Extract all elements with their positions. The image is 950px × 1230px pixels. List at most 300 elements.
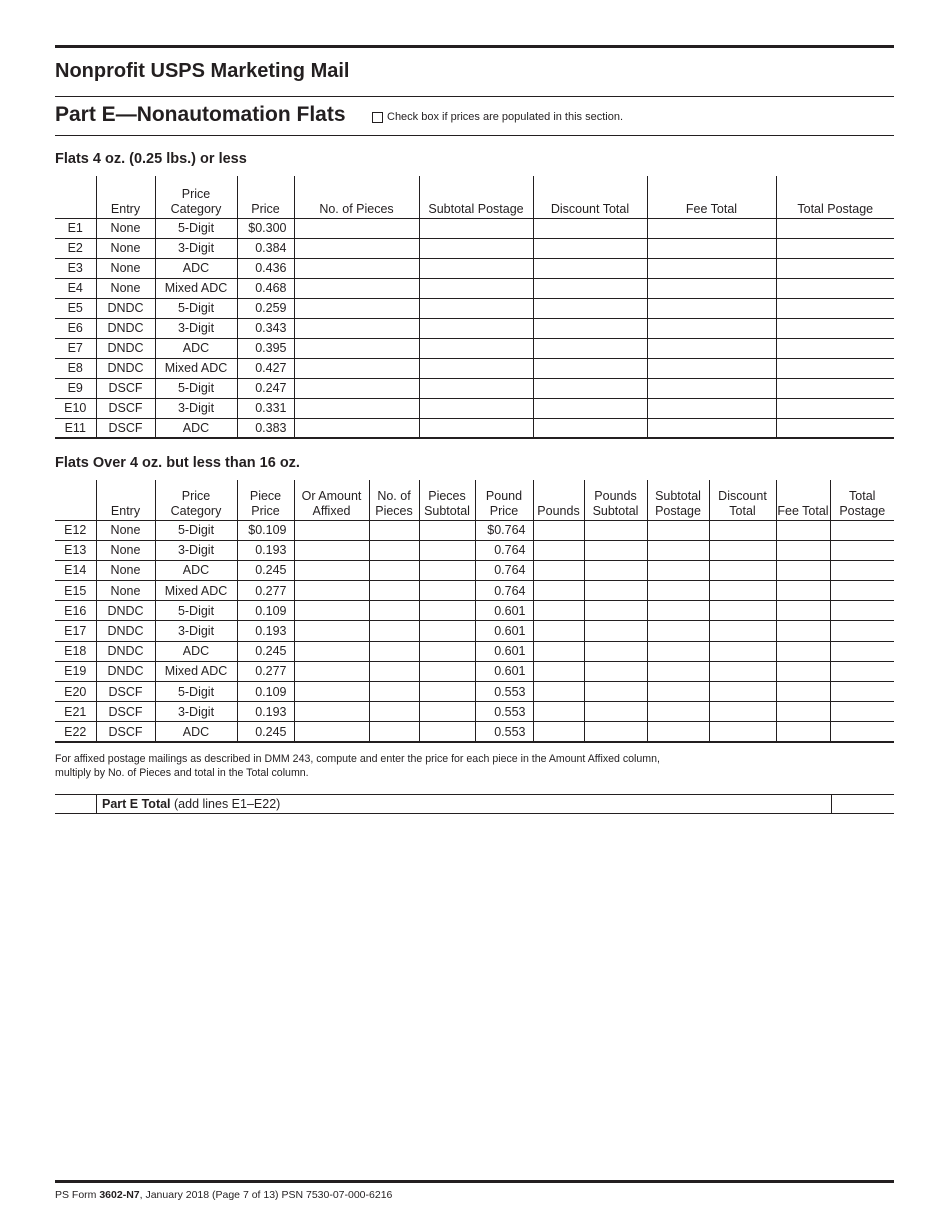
subtotal-postage-input[interactable] [419,358,533,378]
pound-price-cell: 0.601 [475,641,533,661]
col-header-price: Price [237,176,294,218]
pounds-input[interactable] [533,722,584,742]
col-header-line [55,480,96,520]
no-of-pieces-input[interactable] [369,661,419,681]
piece-price-cell: $0.109 [237,520,294,540]
fee-total-input[interactable] [776,520,830,540]
fee-total-input[interactable] [776,601,830,621]
table-row [55,581,894,601]
pounds-subtotal-input[interactable] [584,661,647,681]
total-postage-input[interactable] [830,621,894,641]
table-header-row [55,480,894,520]
total-postage-input[interactable] [776,238,894,258]
subtotal-postage-input[interactable] [419,418,533,438]
price-cell: 0.384 [237,238,294,258]
no-of-pieces-input[interactable] [294,238,419,258]
entry-cell: DNDC [96,298,155,318]
subtotal-postage-input[interactable] [419,298,533,318]
total-postage-input[interactable] [776,218,894,238]
price-cell: 0.427 [237,358,294,378]
line-number: E10 [64,401,87,415]
section1-title: Flats 4 oz. (0.25 lbs.) or less [55,151,247,167]
discount-total-input[interactable] [533,358,647,378]
entry-cell: DSCF [96,702,155,722]
fee-total-input[interactable] [647,278,776,298]
total-postage-input[interactable] [776,398,894,418]
price-category-cell: 3-Digit [155,398,237,418]
total-postage-input[interactable] [830,581,894,601]
subtotal-postage-input[interactable] [419,238,533,258]
discount-total-input[interactable] [709,722,776,742]
no-of-pieces-input[interactable] [294,358,419,378]
line-number: E12 [64,523,87,538]
pounds-input[interactable] [533,540,584,560]
pieces-subtotal-input[interactable] [419,702,475,722]
table-row [55,398,894,418]
price-category-cell: Mixed ADC [155,581,237,601]
subtotal-postage-input[interactable] [647,682,709,702]
piece-price-cell: 0.193 [237,621,294,641]
pieces-subtotal-input[interactable] [419,560,475,580]
price-cell: 0.247 [237,378,294,398]
no-of-pieces-input[interactable] [369,682,419,702]
price-category-cell: 5-Digit [155,520,237,540]
col-header-fee-total: Fee Total [776,480,830,520]
fee-total-input[interactable] [776,722,830,742]
piece-price-cell: 0.109 [237,682,294,702]
pounds-subtotal-input[interactable] [584,702,647,722]
col-header-price-category: Price Category [155,480,237,520]
line-number: E22 [64,724,87,739]
subtotal-postage-input[interactable] [647,661,709,681]
pounds-subtotal-input[interactable] [584,601,647,621]
entry-cell: DNDC [96,641,155,661]
no-of-pieces-input[interactable] [294,398,419,418]
fee-total-input[interactable] [647,418,776,438]
fee-total-input[interactable] [647,378,776,398]
price-category-cell: ADC [155,418,237,438]
table-row [55,702,894,722]
note-line: multiply by No. of Pieces and total in the Total column. [55,767,309,779]
table-row [55,560,894,580]
price-cell: 0.395 [237,338,294,358]
col-header-discount-total: Discount Total [533,176,647,218]
line-number: E19 [64,664,87,679]
prices-populated-checkbox-group [372,111,623,123]
fee-total-input[interactable] [647,398,776,418]
table-row [55,258,894,278]
pounds-input[interactable] [533,560,584,580]
table-row [55,318,894,338]
line-number: E15 [64,583,87,598]
line-number: E3 [67,261,83,275]
discount-total-input[interactable] [533,398,647,418]
discount-total-input[interactable] [709,702,776,722]
discount-total-input[interactable] [709,601,776,621]
entry-cell: DSCF [96,378,155,398]
amount-affixed-input[interactable] [294,702,369,722]
col-header-no-of-pieces: No. of Pieces [369,480,419,520]
total-postage-input[interactable] [830,540,894,560]
pieces-subtotal-input[interactable] [419,661,475,681]
entry-cell: DNDC [96,621,155,641]
col-header-pieces-subtotal: Pieces Subtotal [419,480,475,520]
pieces-subtotal-input[interactable] [419,621,475,641]
no-of-pieces-input[interactable] [369,722,419,742]
form-title: Nonprofit USPS Marketing Mail [55,60,350,82]
col-header-no-of-pieces: No. of Pieces [294,176,419,218]
total-postage-input[interactable] [830,520,894,540]
total-postage-input[interactable] [830,601,894,621]
part-e-total-label-bold: Part E Total [102,797,171,811]
subtotal-postage-input[interactable] [647,540,709,560]
part-e-total-label [102,795,280,813]
pound-price-cell: 0.553 [475,682,533,702]
price-category-cell: 3-Digit [155,318,237,338]
pound-price-cell: 0.601 [475,601,533,621]
price-cell: 0.259 [237,298,294,318]
subtotal-postage-input[interactable] [647,581,709,601]
subtotal-postage-input[interactable] [647,621,709,641]
discount-total-input[interactable] [533,418,647,438]
amount-affixed-input[interactable] [294,560,369,580]
pounds-input[interactable] [533,641,584,661]
amount-affixed-input[interactable] [294,661,369,681]
amount-affixed-input[interactable] [294,581,369,601]
piece-price-cell: 0.109 [237,601,294,621]
table-row [55,238,894,258]
price-category-cell: 5-Digit [155,682,237,702]
col-header-total-postage: Total Postage [776,176,894,218]
line-number: E18 [64,644,87,659]
price-cell: 0.468 [237,278,294,298]
fee-total-input[interactable] [776,581,830,601]
total-postage-input[interactable] [776,298,894,318]
line-number: E21 [64,704,87,719]
amount-affixed-input[interactable] [294,540,369,560]
no-of-pieces-input[interactable] [369,641,419,661]
pounds-input[interactable] [533,621,584,641]
fee-total-input[interactable] [776,560,830,580]
price-cell: 0.383 [237,418,294,438]
piece-price-cell: 0.245 [237,560,294,580]
pounds-subtotal-input[interactable] [584,641,647,661]
price-cell: 0.436 [237,258,294,278]
no-of-pieces-input[interactable] [369,581,419,601]
discount-total-input[interactable] [533,298,647,318]
pound-price-cell: 0.764 [475,540,533,560]
subtotal-postage-input[interactable] [647,520,709,540]
price-category-cell: 3-Digit [155,621,237,641]
fee-total-input[interactable] [647,358,776,378]
total-postage-input[interactable] [776,318,894,338]
price-category-cell: 5-Digit [155,601,237,621]
fee-total-input[interactable] [647,318,776,338]
pounds-input[interactable] [533,702,584,722]
line-number: E7 [67,341,83,355]
price-category-cell: 5-Digit [155,218,237,238]
no-of-pieces-input[interactable] [369,560,419,580]
pieces-subtotal-input[interactable] [419,722,475,742]
no-of-pieces-input[interactable] [294,318,419,338]
pieces-subtotal-input[interactable] [419,540,475,560]
no-of-pieces-input[interactable] [294,258,419,278]
line-number: E1 [67,221,83,235]
total-postage-input[interactable] [776,378,894,398]
entry-cell: DSCF [96,722,155,742]
table-row [55,298,894,318]
fee-total-input[interactable] [776,540,830,560]
pound-price-cell: 0.601 [475,661,533,681]
col-header-piece-price: Piece Price [237,480,294,520]
note-line: For affixed postage mailings as described in DMM 243, compute and enter the price for each piece in the Amount Affixed column, [55,753,660,765]
table-row [55,218,894,238]
discount-total-input[interactable] [533,338,647,358]
line-number: E14 [64,563,87,578]
pieces-subtotal-input[interactable] [419,581,475,601]
table-row [55,418,894,438]
piece-price-cell: 0.277 [237,661,294,681]
subtotal-postage-input[interactable] [419,318,533,338]
col-header-subtotal-postage: Subtotal Postage [647,480,709,520]
price-category-cell: 3-Digit [155,540,237,560]
total-postage-input[interactable] [776,418,894,438]
pounds-input[interactable] [533,682,584,702]
footer-prefix: PS Form [55,1189,100,1201]
no-of-pieces-input[interactable] [294,338,419,358]
no-of-pieces-input[interactable] [369,621,419,641]
table-row [55,520,894,540]
form-footer [55,1189,392,1201]
entry-cell: DSCF [96,682,155,702]
subtotal-postage-input[interactable] [419,378,533,398]
pounds-input[interactable] [533,520,584,540]
subtotal-postage-input[interactable] [419,338,533,358]
fee-total-input[interactable] [647,218,776,238]
amount-affixed-input[interactable] [294,641,369,661]
checkbox-label: Check box if prices are populated in this section. [387,111,624,123]
entry-cell: None [96,520,155,540]
pounds-subtotal-input[interactable] [584,540,647,560]
total-postage-input[interactable] [776,338,894,358]
subtotal-postage-input[interactable] [419,278,533,298]
entry-cell: None [96,560,155,580]
piece-price-cell: 0.245 [237,722,294,742]
line-number: E4 [67,281,83,295]
no-of-pieces-input[interactable] [294,298,419,318]
fee-total-input[interactable] [776,621,830,641]
subtotal-postage-input[interactable] [647,641,709,661]
discount-total-input[interactable] [709,540,776,560]
pound-price-cell: 0.764 [475,560,533,580]
discount-total-input[interactable] [709,641,776,661]
price-category-cell: 5-Digit [155,298,237,318]
piece-price-cell: 0.193 [237,702,294,722]
table-row [55,378,894,398]
table-row [55,641,894,661]
discount-total-input[interactable] [533,378,647,398]
price-cell: 0.343 [237,318,294,338]
price-category-cell: ADC [155,641,237,661]
discount-total-input[interactable] [709,560,776,580]
affixed-postage-note [55,752,660,780]
no-of-pieces-input[interactable] [369,601,419,621]
pieces-subtotal-input[interactable] [419,520,475,540]
line-number: E5 [67,301,83,315]
pound-price-cell: 0.553 [475,702,533,722]
no-of-pieces-input[interactable] [369,702,419,722]
fee-total-input[interactable] [776,702,830,722]
line-number: E2 [67,241,83,255]
part-e-total-label-rest: (add lines E1–E22) [170,797,281,811]
total-postage-input[interactable] [830,722,894,742]
pound-price-cell: 0.764 [475,581,533,601]
col-header-discount-total: Discount Total [709,480,776,520]
amount-affixed-input[interactable] [294,601,369,621]
discount-total-input[interactable] [709,682,776,702]
col-header-total-postage: Total Postage [830,480,894,520]
fee-total-input[interactable] [647,258,776,278]
divider [55,96,894,97]
line-number: E17 [64,624,87,639]
piece-price-cell: 0.193 [237,540,294,560]
prices-populated-checkbox[interactable] [372,112,383,123]
subtotal-postage-input[interactable] [419,258,533,278]
entry-cell: None [96,258,155,278]
total-postage-input[interactable] [830,641,894,661]
top-rule [55,45,894,48]
no-of-pieces-input[interactable] [294,418,419,438]
amount-affixed-input[interactable] [294,682,369,702]
table-row [55,540,894,560]
no-of-pieces-input[interactable] [294,218,419,238]
pounds-input[interactable] [533,661,584,681]
discount-total-input[interactable] [709,520,776,540]
pound-price-cell: $0.764 [475,520,533,540]
flats-4oz-table [55,176,894,439]
table-row [55,682,894,702]
pieces-subtotal-input[interactable] [419,682,475,702]
price-category-cell: ADC [155,560,237,580]
price-category-cell: 5-Digit [155,378,237,398]
total-postage-input[interactable] [776,278,894,298]
pounds-subtotal-input[interactable] [584,621,647,641]
line-number: E20 [64,684,87,699]
table-row [55,338,894,358]
table-header-row [55,176,894,218]
subtotal-postage-input[interactable] [419,218,533,238]
discount-total-input[interactable] [533,318,647,338]
price-category-cell: Mixed ADC [155,358,237,378]
total-postage-input[interactable] [830,560,894,580]
pieces-subtotal-input[interactable] [419,601,475,621]
pounds-subtotal-input[interactable] [584,581,647,601]
no-of-pieces-input[interactable] [369,520,419,540]
price-category-cell: ADC [155,258,237,278]
no-of-pieces-input[interactable] [294,278,419,298]
subtotal-postage-input[interactable] [419,398,533,418]
subtotal-postage-input[interactable] [647,560,709,580]
section2-title: Flats Over 4 oz. but less than 16 oz. [55,455,300,471]
amount-affixed-input[interactable] [294,722,369,742]
total-postage-input[interactable] [830,702,894,722]
entry-cell: DNDC [96,338,155,358]
col-header-entry: Entry [96,176,155,218]
pounds-subtotal-input[interactable] [584,722,647,742]
discount-total-input[interactable] [709,581,776,601]
line-number: E9 [67,381,83,395]
entry-cell: None [96,218,155,238]
piece-price-cell: 0.277 [237,581,294,601]
table-row [55,722,894,742]
amount-affixed-input[interactable] [294,621,369,641]
price-category-cell: Mixed ADC [155,278,237,298]
discount-total-input[interactable] [709,621,776,641]
pounds-subtotal-input[interactable] [584,682,647,702]
divider [55,135,894,136]
divider [96,795,97,813]
entry-cell: None [96,238,155,258]
no-of-pieces-input[interactable] [369,540,419,560]
line-number: E16 [64,603,87,618]
fee-total-input[interactable] [647,238,776,258]
discount-total-input[interactable] [709,661,776,681]
footer-form-number: 3602-N7 [99,1189,140,1201]
col-header-subtotal-postage: Subtotal Postage [419,176,533,218]
pounds-input[interactable] [533,581,584,601]
fee-total-input[interactable] [647,298,776,318]
part-e-total-input[interactable] [832,795,894,813]
fee-total-input[interactable] [647,338,776,358]
total-postage-input[interactable] [776,258,894,278]
price-cell: 0.331 [237,398,294,418]
entry-cell: DNDC [96,358,155,378]
col-header-pounds: Pounds [533,480,584,520]
entry-cell: None [96,278,155,298]
fee-total-input[interactable] [776,661,830,681]
discount-total-input[interactable] [533,258,647,278]
total-postage-input[interactable] [776,358,894,378]
entry-cell: DNDC [96,318,155,338]
price-category-cell: ADC [155,722,237,742]
pounds-input[interactable] [533,601,584,621]
no-of-pieces-input[interactable] [294,378,419,398]
total-postage-input[interactable] [830,682,894,702]
fee-total-input[interactable] [776,641,830,661]
pounds-subtotal-input[interactable] [584,520,647,540]
total-postage-input[interactable] [830,661,894,681]
table-row [55,661,894,681]
amount-affixed-input[interactable] [294,520,369,540]
discount-total-input[interactable] [533,238,647,258]
entry-cell: DSCF [96,418,155,438]
pounds-subtotal-input[interactable] [584,560,647,580]
part-e-total-row [55,794,894,814]
fee-total-input[interactable] [776,682,830,702]
subtotal-postage-input[interactable] [647,702,709,722]
pieces-subtotal-input[interactable] [419,641,475,661]
discount-total-input[interactable] [533,278,647,298]
entry-cell: DNDC [96,661,155,681]
piece-price-cell: 0.245 [237,641,294,661]
col-header-fee-total: Fee Total [647,176,776,218]
price-category-cell: ADC [155,338,237,358]
col-header-amount-affixed: Or Amount Affixed [294,480,369,520]
subtotal-postage-input[interactable] [647,601,709,621]
flats-over-4oz-table [55,480,894,743]
discount-total-input[interactable] [533,218,647,238]
subtotal-postage-input[interactable] [647,722,709,742]
